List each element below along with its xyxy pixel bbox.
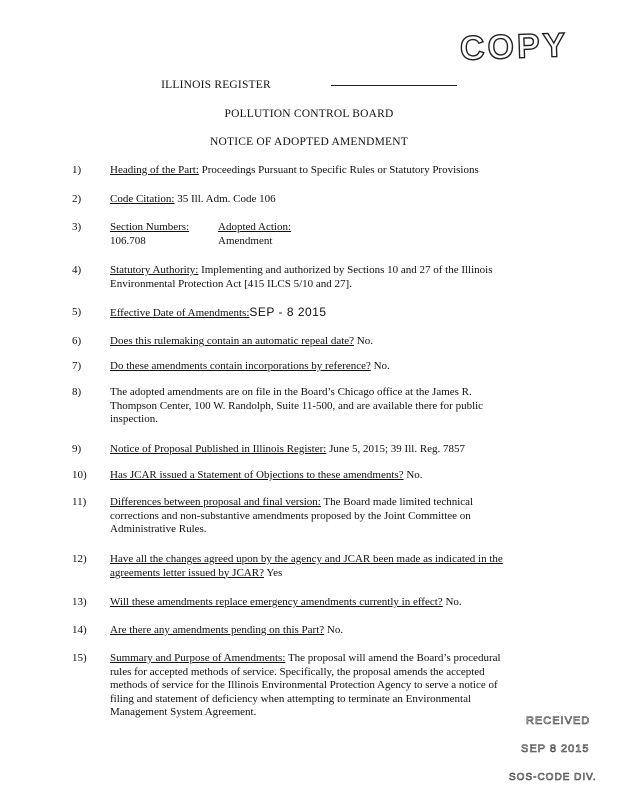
item-text-line: Management System Agreement. bbox=[110, 706, 257, 718]
item-label: Effective Date of Amendments: bbox=[110, 307, 250, 319]
item-label: Have all the changes agreed upon by the agency and JCAR been made as indicated in the bbox=[110, 553, 503, 565]
item-label: Are there any amendments pending on this Part? bbox=[110, 624, 325, 636]
item-label: Summary and Purpose of Amendments: bbox=[110, 652, 286, 664]
item-text: No. bbox=[326, 624, 344, 636]
received-stamp-date: SEP 8 2015 bbox=[521, 743, 590, 755]
register-rule bbox=[331, 85, 457, 86]
item-text-line: Environmental Protection Act [415 ILCS 5/10 and 27]. bbox=[110, 277, 352, 290]
item-text: No. bbox=[406, 469, 423, 481]
item-number: 14) bbox=[72, 624, 87, 636]
item-number: 15) bbox=[72, 652, 87, 664]
item-number: 12) bbox=[72, 553, 87, 565]
section-number-value: 106.708 bbox=[110, 234, 146, 247]
item-number: 8) bbox=[72, 386, 82, 398]
item-text: June 5, 2015; 39 Ill. Reg. 7857 bbox=[329, 443, 466, 455]
item-text: 35 Ill. Adm. Code 106 bbox=[177, 193, 276, 205]
item-text-line: methods of service for the Illinois Environmental Protection Agency to serve a notice of bbox=[110, 679, 498, 691]
item-label: agreements letter issued by JCAR? bbox=[110, 566, 264, 579]
received-stamp-division: SOS-CODE DIV. bbox=[509, 772, 597, 783]
section-numbers-head: Section Numbers: bbox=[110, 221, 190, 233]
item-text-line: Implementing and authorized by Sections 10 and 27 of the Illinois bbox=[201, 264, 493, 276]
item-number: 13) bbox=[72, 596, 87, 608]
item-number: 9) bbox=[72, 443, 82, 455]
register-title: ILLINOIS REGISTER bbox=[161, 79, 271, 91]
item-number: 5) bbox=[72, 306, 82, 318]
register-header bbox=[0, 79, 618, 91]
item-label: Code Citation: bbox=[110, 193, 175, 205]
item-text-line: corrections and non-substantive amendments proposed by the Joint Committee on bbox=[110, 509, 471, 522]
item-text-line: rules for accepted methods of service. Specifically, the proposal amends the accepted bbox=[110, 665, 485, 678]
item-label: Does this rulemaking contain an automatic repeal date? bbox=[110, 335, 355, 347]
item-text: No. bbox=[373, 360, 390, 372]
section-table bbox=[110, 221, 542, 249]
item-label: Differences between proposal and final version: bbox=[110, 496, 321, 508]
item-text-line: The Board made limited technical bbox=[323, 496, 474, 508]
board-title: POLLUTION CONTROL BOARD bbox=[224, 108, 394, 120]
item-number: 2) bbox=[72, 193, 82, 205]
item-text: No. bbox=[356, 335, 373, 347]
effective-date-stamp: SEP - 8 2015 bbox=[249, 305, 327, 319]
item-text: No. bbox=[445, 596, 462, 608]
item-label: Notice of Proposal Published in Illinois Register: bbox=[110, 443, 327, 455]
item-text-line: The proposal will amend the Board’s procedural bbox=[287, 652, 501, 664]
item-text: Proceedings Pursuant to Specific Rules or Statutory Provisions bbox=[201, 164, 479, 176]
adopted-action-value: Amendment bbox=[218, 234, 273, 247]
item-number: 1) bbox=[72, 164, 82, 176]
item-text-line: inspection. bbox=[110, 413, 158, 425]
item-number: 4) bbox=[72, 264, 82, 276]
item-number: 6) bbox=[72, 335, 82, 347]
notice-title: NOTICE OF ADOPTED AMENDMENT bbox=[209, 136, 409, 148]
item-text: Yes bbox=[266, 566, 283, 579]
item-text-line: Administrative Rules. bbox=[110, 523, 207, 535]
item-text-line: The adopted amendments are on file in the Board’s Chicago office at the James R. bbox=[110, 386, 472, 398]
item-number: 11) bbox=[72, 496, 87, 508]
item-label: Heading of the Part: bbox=[110, 164, 199, 176]
received-stamp-label: RECEIVED bbox=[526, 715, 591, 727]
copy-stamp: COPY bbox=[459, 26, 569, 68]
item-label: Statutory Authority: bbox=[110, 264, 199, 276]
item-label: Do these amendments contain incorporations by reference? bbox=[110, 360, 371, 372]
item-text-line: filing and statement of deficiency when attempting to terminate an Environmental bbox=[110, 692, 472, 705]
adopted-action-head: Adopted Action: bbox=[218, 221, 292, 233]
item-number: 10) bbox=[72, 469, 87, 481]
item-label: Has JCAR issued a Statement of Objections to these amendments? bbox=[110, 469, 404, 481]
item-number: 7) bbox=[72, 360, 82, 372]
item-label: Will these amendments replace emergency amendments currently in effect? bbox=[110, 596, 443, 608]
item-text-line: Thompson Center, 100 W. Randolph, Suite 11-500, and are available there for public bbox=[110, 399, 484, 412]
item-number: 3) bbox=[72, 221, 82, 233]
